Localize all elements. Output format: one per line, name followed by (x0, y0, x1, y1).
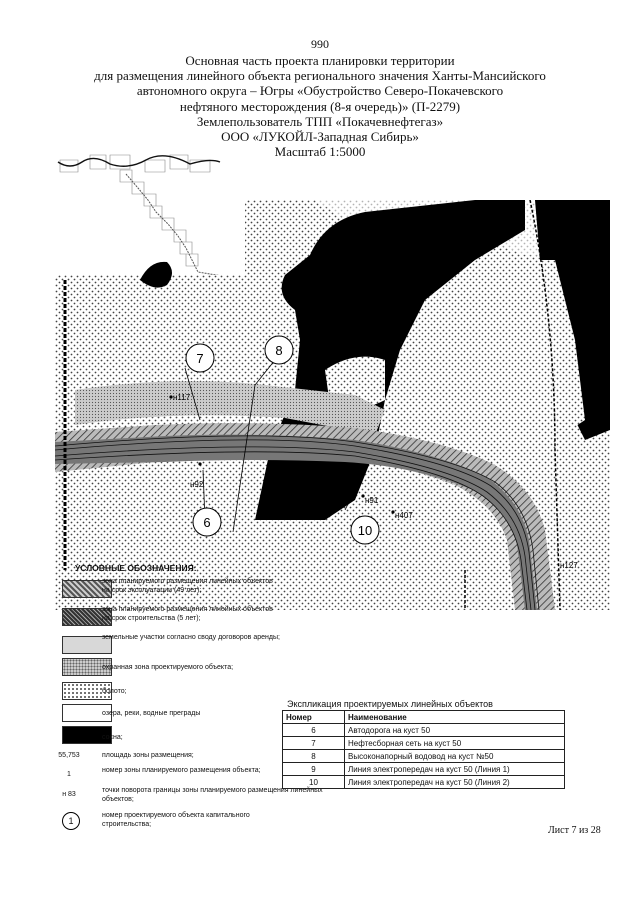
turning-point-label: н407 (395, 511, 413, 520)
callout-object-number (186, 344, 214, 372)
turning-point-label: н117 (173, 393, 191, 402)
title-line: Землепользователь ТПП «Покачевнефтегаз» (196, 113, 444, 129)
table-row: 8 Высоконапорный водовод на куст №50 (283, 750, 565, 763)
table-header-row (283, 711, 565, 724)
svg-text:10: 10 (357, 523, 373, 538)
turning-point-label: н91 (365, 496, 379, 505)
turning-point-label: н127 (560, 561, 578, 570)
inset-route-line (58, 156, 220, 166)
svg-text:7: 7 (196, 351, 204, 366)
title-line: нефтяного месторождения (8-я очередь)» (П-2279) (179, 98, 461, 114)
explication-table (282, 710, 565, 789)
table-row: 10 Линия электропередач на куст 50 (Линия 2) (283, 776, 565, 789)
legend-circle-icon: 1 (62, 812, 80, 830)
scale-label: Масштаб 1:5000 (274, 144, 366, 160)
sheet-number: Лист 7 из 28 (548, 825, 601, 836)
column-header: Наименование (345, 711, 565, 724)
title-line: ООО «ЛУКОЙЛ-Западная Сибирь» (221, 129, 419, 145)
callout-object-number (193, 508, 221, 536)
legend-title: УСЛОВНЫЕ ОБОЗНАЧЕНИЯ: (75, 563, 197, 573)
table-row: 9 Линия электропередач на куст 50 (Линия 1) (283, 763, 565, 776)
svg-text:8: 8 (275, 343, 283, 358)
page-number: 990 (311, 37, 329, 51)
callout-object-number (265, 336, 293, 364)
title-line: Основная часть проекта планировки территории (185, 53, 455, 68)
title-line: для размещения линейного объекта регионального значения Ханты-Мансийского (94, 68, 546, 84)
callout-object-number (351, 516, 379, 544)
title-line: автономного округа – Югры «Обустройство Северо-Покачевского (136, 83, 504, 99)
svg-text:6: 6 (203, 515, 211, 530)
explication-title: Экспликация проектируемых линейных объектов (287, 699, 493, 709)
table-row: 7 Нефтесборная сеть на куст 50 (283, 737, 565, 750)
main-map (55, 200, 610, 610)
column-header: Номер (283, 711, 345, 724)
table-row: 6 Автодорога на куст 50 (283, 724, 565, 737)
turning-point-label: н92 (190, 480, 204, 489)
